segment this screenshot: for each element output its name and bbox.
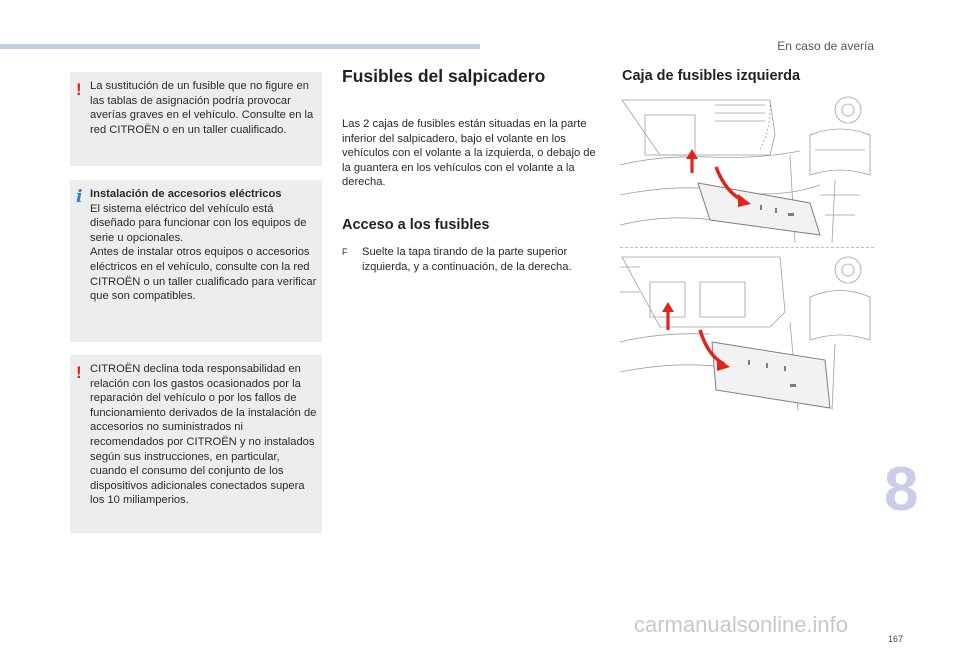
chapter-number: 8 (884, 455, 919, 524)
intro-paragraph: Las 2 cajas de fusibles están situadas en la parte inferior del salpicadero, bajo el volante en los vehículos con el volante a la izquierda, o debajo de la guantera en los vehículos con el volante a la derecha. (342, 118, 596, 189)
page-title: Fusibles del salpicadero (342, 66, 546, 86)
info-box-accessories (70, 180, 322, 342)
warning-text: La sustitución de un fusible que no figure en las tablas de asignación podría provocar averías graves en el vehículo. Consulte en la red CITROËN o en un taller cualificado. (90, 80, 314, 136)
watermark: carmanualsonline.info (634, 612, 849, 637)
step-item (342, 245, 602, 274)
info-title: Instalación de accesorios eléctricos (90, 188, 282, 200)
step-text: Suelte la tapa tirando de la parte superior izquierda, y a continuación, de la derecha. (362, 246, 572, 273)
info-text: El sistema eléctrico del vehículo está diseñado para funcionar con los equipos de serie u opcionales. (90, 202, 307, 244)
section-title: En caso de avería (777, 39, 874, 53)
step-bullet-icon: F (342, 247, 348, 257)
illustration-lhd-fusebox (620, 95, 874, 243)
left-fusebox-heading: Caja de fusibles izquierda (622, 68, 801, 84)
access-heading: Acceso a los fusibles (342, 217, 490, 233)
warning-box-liability (70, 355, 322, 533)
warning-box-fuse-replacement (70, 72, 322, 166)
fuse-cover-panel (712, 342, 830, 408)
header-accent-bar (0, 44, 480, 49)
figure-divider (620, 247, 874, 248)
page-number: 167 (888, 634, 904, 644)
info-text-2: Antes de instalar otros equipos o accesorios eléctricos en el vehículo, consulte con la red CITROËN o un taller cualificado para verificar que son compatibles. (90, 246, 317, 303)
warning-text: CITROËN declina toda responsabilidad en relación con los gastos ocasionados por la reparación del vehículo o por los fallos de funcionamiento derivados de la instalación de accesorios no suministrados ni recomendados por CITROËN y no instalados según sus instrucciones, en particular, cuando el consumo del conjunto de los dispositivos adicionales conectados supera los 10 miliamperios. (90, 363, 317, 507)
warning-icon: ! (76, 363, 82, 382)
warning-icon: ! (76, 80, 82, 99)
illustration-rhd-fusebox (620, 252, 874, 410)
fuse-cover-panel (698, 183, 820, 235)
info-icon: i (76, 187, 83, 207)
